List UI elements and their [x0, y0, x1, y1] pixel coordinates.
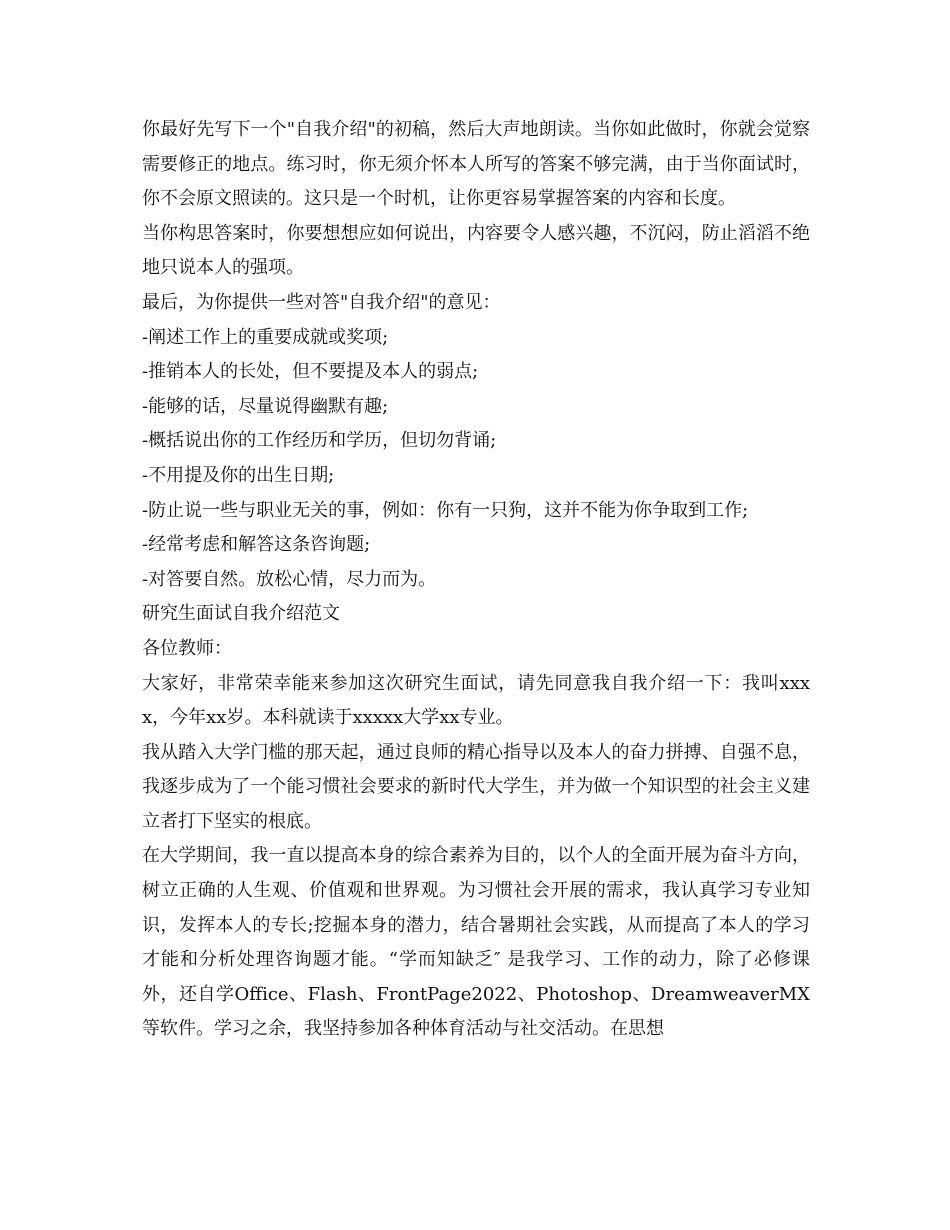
paragraph-suggestions-intro: 最后，为你提供一些对答"自我介绍"的意见： — [142, 291, 501, 313]
list-item: -不用提及你的出生日期; — [142, 464, 335, 486]
section-title: 研究生面试自我介绍范文 — [142, 603, 340, 625]
list-item: -防止说一些与职业无关的事，例如：你有一只狗，这并不能为你争取到工作; — [142, 499, 749, 521]
paragraph-university-growth: 我从踏入大学门槛的那天起，通过良师的精心指导以及本人的奋力拼搏、自强不息，我逐步成为了一个能习惯社会要求的新时代大学生，并为做一个知识型的社会主义建立者打下坚实的根底。 — [142, 741, 810, 832]
list-item: -能够的话，尽量说得幽默有趣; — [142, 395, 389, 417]
paragraph-construct-answer: 当你构思答案时，你要想想应如何说出，内容要令人感兴趣，不沉闷，防止滔滔不绝地只说本人的强项。 — [142, 222, 810, 279]
paragraph-greeting: 大家好，非常荣幸能来参加这次研究生面试，请先同意我自我介绍一下：我叫xxxx，今年xx岁。本科就读于xxxxx大学xx专业。 — [142, 672, 810, 729]
list-item: -概括说出你的工作经历和学历，但切勿背诵; — [142, 430, 497, 452]
salutation: 各位教师： — [142, 637, 232, 659]
paragraph-university-period: 在大学期间，我一直以提高本身的综合素养为目的，以个人的全面开展为奋斗方向，树立正确的人生观、价值观和世界观。为习惯社会开展的需求，我认真学习专业知识，发挥本人的专长;挖掘本身的潜力，结合暑期社会实践，从而提高了本人的学习才能和分析处理咨询题才能。“学而知缺乏″ 是我学习、工作的动力，除了必修课外，还自学Office、Flash、FrontPage2022、Photoshop、DreamweaverMX等软件。学习之余，我坚持参加各种体育活动与社交活动。在思想 — [142, 845, 810, 1040]
list-item: -阐述工作上的重要成就或奖项; — [142, 326, 389, 348]
list-item: -经常考虑和解答这条咨询题; — [142, 534, 371, 556]
list-item: -推销本人的长处，但不要提及本人的弱点; — [142, 361, 479, 383]
paragraph-draft-advice: 你最好先写下一个"自我介绍"的初稿，然后大声地朗读。当你如此做时，你就会觉察需要修正的地点。练习时，你无须介怀本人所写的答案不够完满，由于当你面试时，你不会原文照读的。这只是一个时机，让你更容易掌握答案的内容和长度。 — [142, 119, 810, 210]
document-body — [142, 113, 810, 1047]
list-item: -对答要自然。放松心情，尽力而为。 — [142, 568, 437, 590]
